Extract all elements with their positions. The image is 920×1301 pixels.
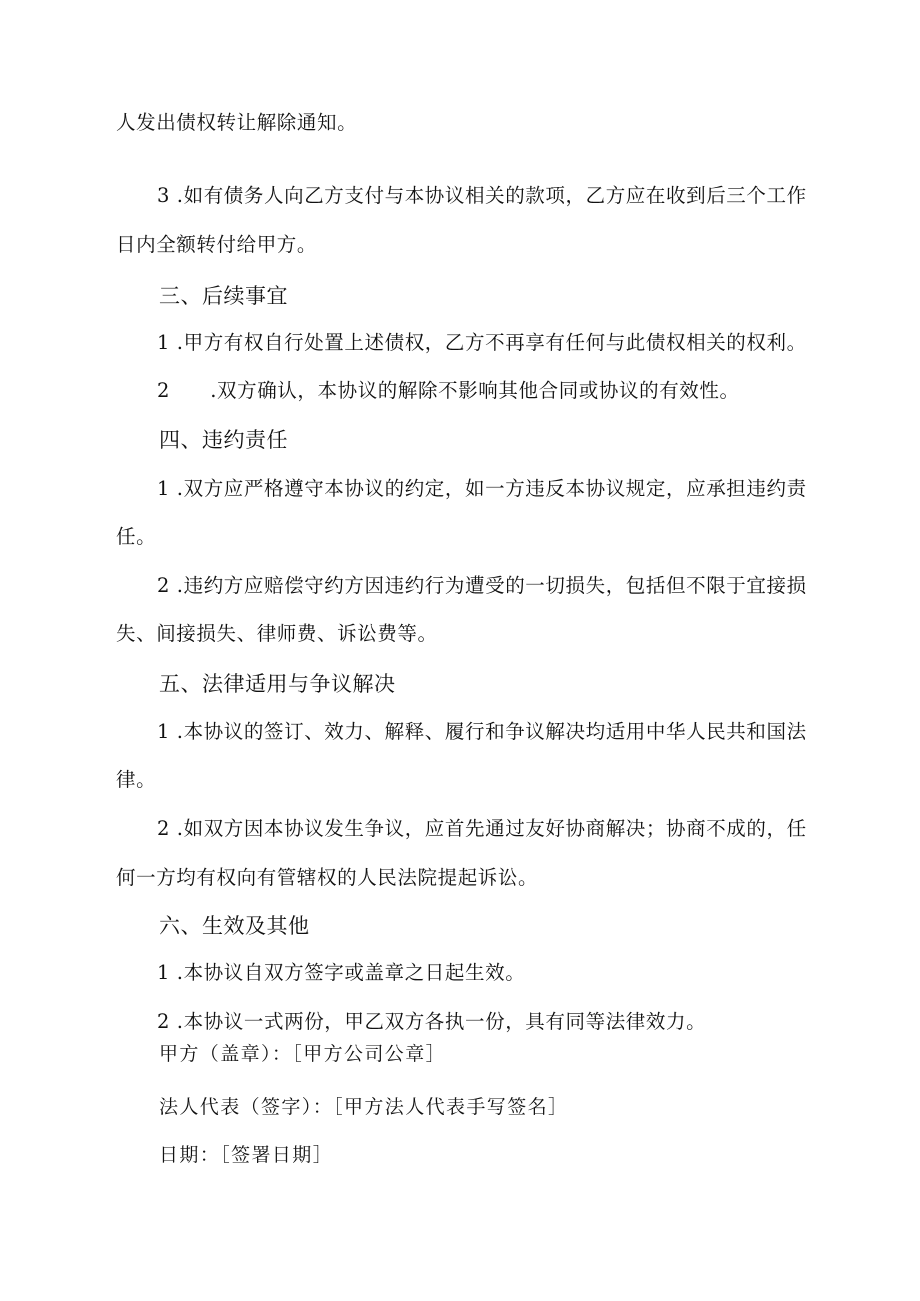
section-heading-3: 三、后续事宜 (159, 284, 288, 308)
section-heading-5: 五、法律适用与争议解决 (159, 672, 396, 696)
clause-4-2-line-1: 2 .违约方应赔偿守约方因违约行为遭受的一切损失，包括但不限于宜接损 (157, 574, 807, 597)
section-heading-6: 六、生效及其他 (159, 914, 310, 938)
clause-3-2: 2 .双方确认，本协议的解除不影响其他合同或协议的有效性。 (157, 379, 740, 402)
clause-2-3-line-2: 日内全额转付给甲方。 (116, 233, 318, 256)
clause-5-2-line-1: 2 .如双方因本协议发生争议，应首先通过友好协商解决；协商不成的，任 (157, 817, 807, 840)
clause-4-1-line-1: 1 .双方应严格遵守本协议的约定，如一方违反本协议规定，应承担违约责 (157, 477, 807, 500)
clause-5-2-line-2: 何一方均有权向有管辖权的人民法院提起诉讼。 (116, 866, 539, 889)
clause-6-2: 2 .本协议一式两份，甲乙双方各执一份，具有同等法律效力。 (157, 1010, 707, 1033)
section-heading-4: 四、违约责任 (159, 428, 288, 452)
clause-6-1: 1 .本协议自双方签字或盖章之日起生效。 (157, 961, 526, 984)
clause-5-1-line-2: 律。 (116, 768, 157, 791)
legal-representative-line: 法人代表（签字）：［甲方法人代表手写签名］ (159, 1096, 569, 1118)
clause-4-1-line-2: 任。 (116, 525, 157, 548)
clause-2-3-line-1: 3 .如有债务人向乙方支付与本协议相关的款项，乙方应在收到后三个工作 (157, 184, 807, 207)
signing-date-line: 日期：［签署日期］ (159, 1144, 334, 1166)
paragraph-line: 人发出债权转让解除通知。 (116, 111, 358, 134)
clause-4-2-line-2: 失、间接损失、律师费、诉讼费等。 (116, 622, 438, 645)
party-a-seal-line: 甲方（盖章）：［甲方公司公章］ (159, 1043, 447, 1065)
clause-5-1-line-1: 1 .本协议的签订、效力、解释、履行和争议解决均适用中华人民共和国法 (157, 720, 807, 743)
clause-3-1: 1 .甲方有权自行处置上述债权，乙方不再享有任何与此债权相关的权利。 (157, 331, 807, 354)
